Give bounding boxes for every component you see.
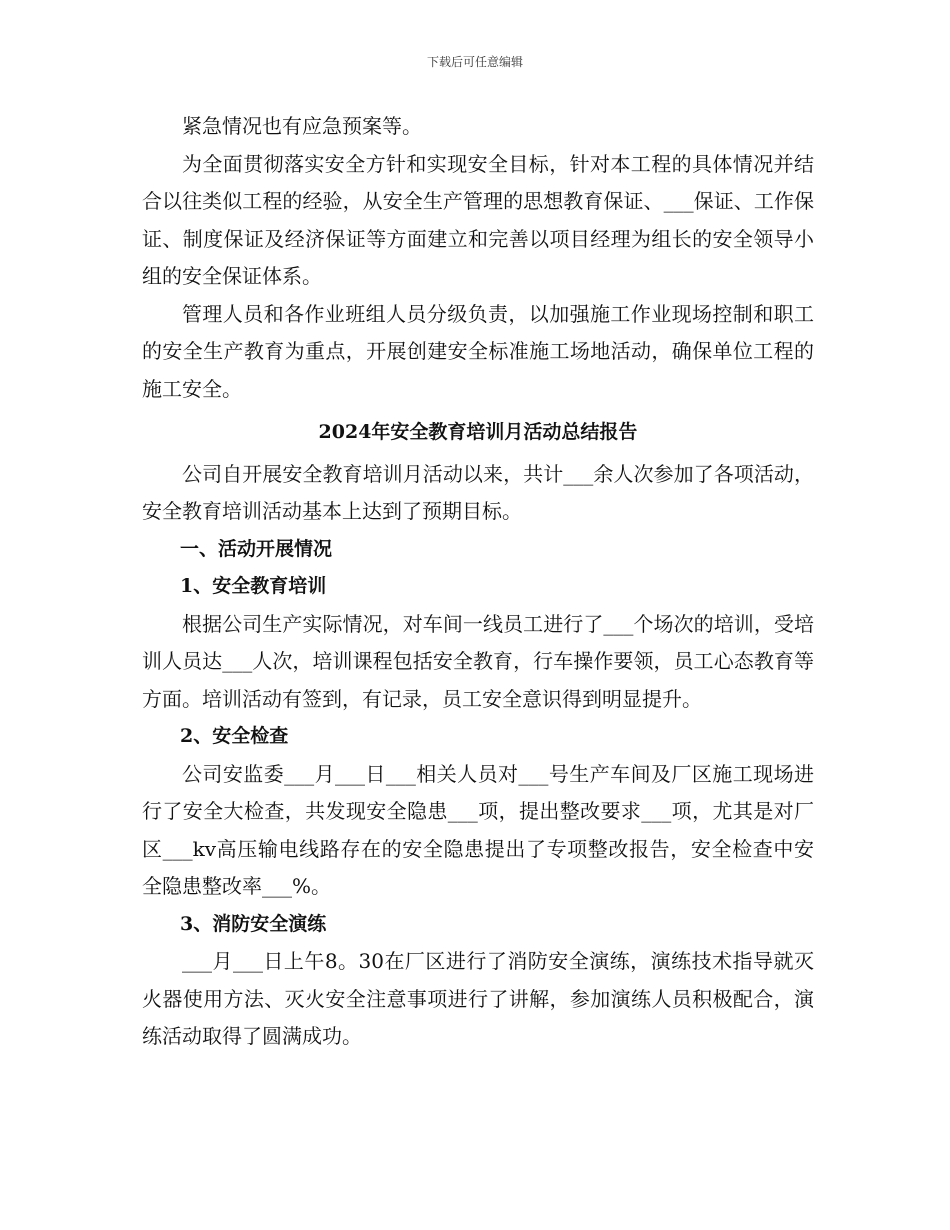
subheading-fire-drill: 3、消防安全演练 xyxy=(180,912,327,935)
paragraph-training: 根据公司生产实际情况，对车间一线员工进行了___个场次的培训，受培训人员达___人次，培训课程包括安全教育，行车操作要领，员工心态教育等方面。培训活动有签到，有记录，员工安全意识得到明显提升。 xyxy=(142,611,814,711)
paragraph-intro: 公司自开展安全教育培训月活动以来，共计___余人次参加了各项活动，安全教育培训活动基本上达到了预期目标。 xyxy=(142,461,814,523)
subheading-training: 1、安全教育培训 xyxy=(180,575,327,597)
paragraph-inspection: 公司安监委___月___日___相关人员对___号生产车间及厂区施工现场进行了安全大检查，共发现安全隐患___项，提出整改要求___项，尤其是对厂区___kv高压输电线路存在的安全隐患提出了专项整改报告，安全检查中安全隐患整改率___%。 xyxy=(142,761,814,898)
page-header: 下载后可任意编辑 xyxy=(426,55,523,69)
paragraph-fire-drill: ___月___日上午8。30在厂区进行了消防安全演练，演练技术指导就灭火器使用方法、灭火安全注意事项进行了讲解，参加演练人员积极配合，演练活动取得了圆满成功。 xyxy=(142,949,814,1048)
document-body xyxy=(142,108,814,1056)
paragraph-responsibility: 管理人员和各作业班组人员分级负责，以加强施工作业现场控制和职工的安全生产教育为重点，开展创建安全标准施工场地活动，确保单位工程的施工安全。 xyxy=(142,301,814,401)
paragraph-emergency-plan: 紧急情况也有应急预案等。 xyxy=(182,114,422,138)
section-heading-activities: 一、活动开展情况 xyxy=(180,537,333,560)
paragraph-safety-system: 为全面贯彻落实安全方针和实现安全目标，针对本工程的具体情况并结合以往类似工程的经验，从安全生产管理的思想教育保证、___保证、工作保证、制度保证及经济保证等方面建立和完善以项目经理为组长的安全领导小组的安全保证体系。 xyxy=(142,151,814,288)
subheading-inspection: 2、安全检查 xyxy=(180,725,289,747)
report-title: 2024年安全教育培训月活动总结报告 xyxy=(318,421,638,443)
